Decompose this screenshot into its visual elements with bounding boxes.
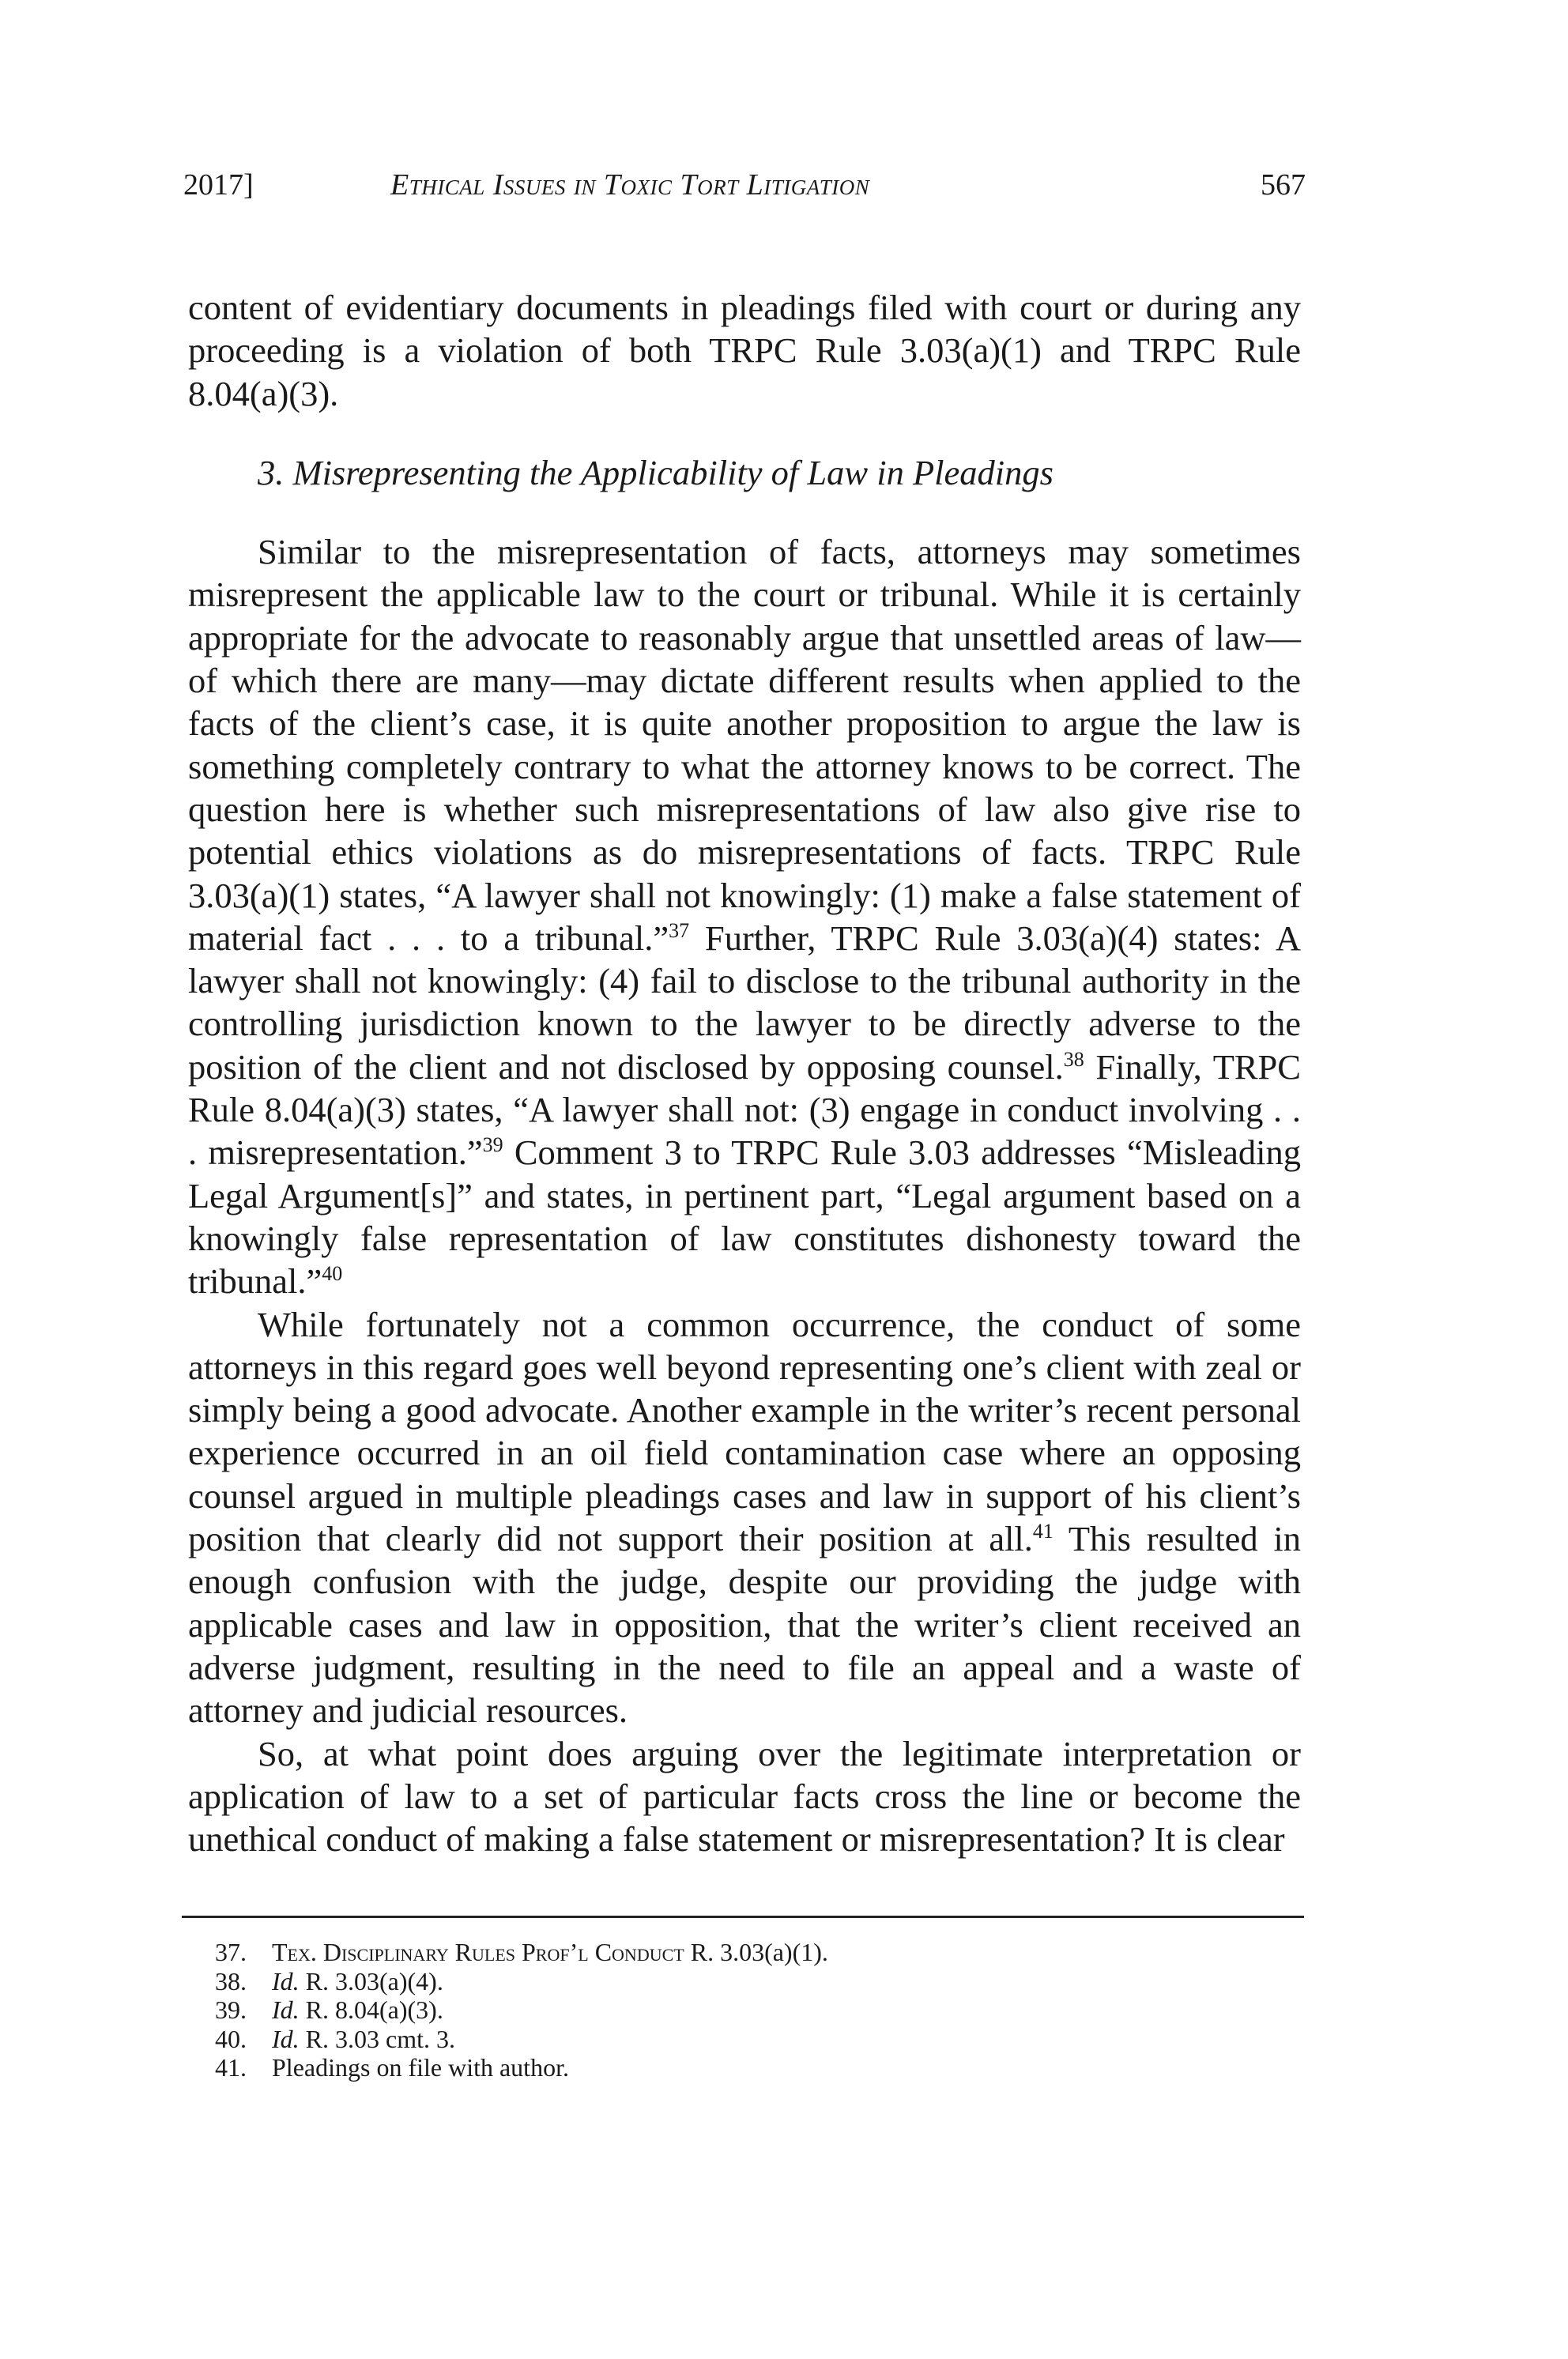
footnote-text: Pleadings on file with author. [272, 2053, 569, 2082]
footnote-number: 37. [215, 1938, 247, 1966]
footnote-38 [215, 1967, 1242, 1996]
footnote-text [272, 1938, 828, 1967]
article-body [188, 286, 1301, 1860]
footnote-number: 39. [215, 1995, 247, 2025]
paragraph-text: Further, TRPC Rule 3.03(a)(4) states: A lawyer shall not knowingly: (4) fail to disclose to the tribunal authority in the controlling jurisdiction known to the lawyer to be directly adverse to the position of the client and not disclosed by opposing counsel. [188, 918, 1301, 1087]
footnote-39 [215, 1995, 1242, 2025]
footnote-cite: R. 3.03 cmt. 3. [299, 2024, 455, 2053]
header-title: Ethical Issues in Toxic Tort Litigation [390, 168, 870, 202]
footnote-divider [182, 1916, 1304, 1918]
section-heading: 3. Misrepresenting the Applicability of Law in Pleadings [258, 452, 1054, 492]
paragraph-text: Similar to the misrepresentation of facts, attorneys may sometimes misrepresent the applicable law to the court or tribunal. While it is certainly appropriate for the advocate to reasonably argue that unsettled areas of law—of which there are many—may dictate different results when applied to the facts of the client’s case, it is quite another proposition to argue the law is something completely contrary to what the attorney knows to be correct. The question here is whether such misrepresentations of law also give rise to potential ethics violations as do misrepresentations of facts. TRPC Rule 3.03(a)(1) states, “A lawyer shall not knowingly: (1) make a false statement of material fact . . . to a tribunal.” [188, 532, 1301, 958]
footnote-number: 41. [215, 2053, 247, 2082]
paragraph-continued: content of evidentiary documents in pleadings filed with court or during any proceeding is a violation of both TRPC Rule 3.03(a)(1) and TRPC Rule 8.04(a)(3). [188, 288, 1301, 413]
paragraph-text: Comment 3 to TRPC Rule 3.03 addresses “Misleading Legal Argument[s]” and states, in pertinent part, “Legal argument based on a knowingly false representation of law constitutes dishonesty toward the tribunal.” [188, 1132, 1301, 1302]
footnote-37 [215, 1938, 1242, 1967]
footnote-41 [215, 2053, 1242, 2082]
footnotes [215, 1938, 1242, 2082]
footnote-ref-39[interactable]: 39 [482, 1133, 503, 1157]
footnote-ref-41[interactable]: 41 [1032, 1520, 1054, 1543]
footnote-cite: R. 8.04(a)(3). [299, 1995, 443, 2025]
footnote-source: Tex. Disciplinary Rules Prof’l Conduct [272, 1938, 684, 1966]
paragraph-question: So, at what point does arguing over the legitimate interpretation or application of law to a set of particular facts cross the line or become the unethical conduct of making a false statement or misrepresentation? It is clear [188, 1733, 1301, 1860]
header-year: 2017] [183, 168, 254, 202]
footnote-cite: R. 3.03(a)(4). [299, 1966, 443, 1995]
footnote-id: Id. [272, 1995, 300, 2025]
footnote-id: Id. [272, 2024, 300, 2053]
running-head [183, 168, 1306, 215]
footnote-number: 40. [215, 2024, 247, 2053]
footnote-text [272, 1967, 443, 1996]
paragraph-text: This resulted in enough confusion with the judge, despite our providing the judge with applicable cases and law in opposition, that the writer’s client received an adverse judgment, resulting in the need to file an appeal and a waste of attorney and judicial resources. [188, 1519, 1301, 1731]
paragraph-misrepresentation-of-law [188, 530, 1301, 1302]
page-number: 567 [1261, 168, 1306, 202]
paragraph-text: Finally, TRPC Rule 8.04(a)(3) states, “A lawyer shall not: (3) engage in conduct involving . . . misrepresentation.” [188, 1046, 1301, 1173]
paragraph-conduct-example [188, 1303, 1301, 1732]
footnote-ref-37[interactable]: 37 [669, 919, 690, 943]
footnote-cite: R. 3.03(a)(1). [684, 1938, 828, 1966]
footnote-text [272, 2025, 455, 2054]
footnote-number: 38. [215, 1966, 247, 1995]
paragraph-text: While fortunately not a common occurrence, the conduct of some attorneys in this regard goes well beyond representing one’s client with zeal or simply being a good advocate. Another example in the writer’s recent personal experience occurred in an oil field contamination case where an opposing counsel argued in multiple pleadings cases and law in support of his client’s position that clearly did not support their position at all. [188, 1304, 1301, 1559]
footnote-ref-38[interactable]: 38 [1063, 1047, 1084, 1071]
footnote-id: Id. [272, 1966, 300, 1995]
footnote-ref-40[interactable]: 40 [322, 1262, 343, 1286]
footnote-text [272, 1995, 443, 2025]
footnote-40 [215, 2025, 1242, 2054]
